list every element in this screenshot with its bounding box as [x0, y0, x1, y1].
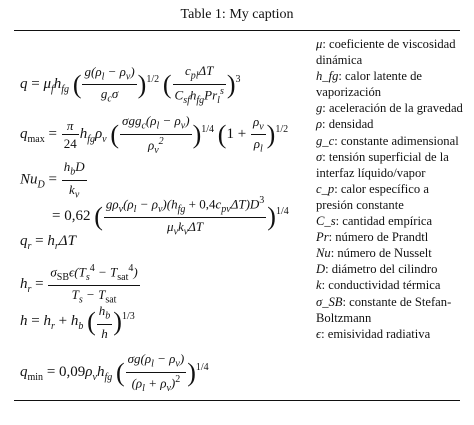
legend-item: ρ: densidad — [316, 117, 374, 132]
symbol-legend — [316, 36, 466, 342]
table-caption: Table 1: My caption — [180, 7, 294, 22]
legend-item: k: conductividad térmica — [316, 278, 441, 293]
legend-item: ϵ: emisividad radiativa — [316, 326, 431, 341]
equation-qmax: $q_{max}$ = $\frac{\pi}{24}$ $h_{fg}\rho_v$ ( $\frac{\sigma gg_c(\rho_l - \rho_v)}{\rho_v^2}$ )$^{1/4}$ (1 + $\frac{\rho_v}{\rho_l}$ )$^{1/2}$ — [20, 113, 289, 156]
equation-q: $q = \mu_fh_{fg}$ ( $\frac{g(\rho_l - \rho_v)}{g_c\sigma}$ )$^{1/2}$ ( $\frac{c_{pl}\Delta T}{C_{sf}h_{fg}Pr_l^s}$ )$^3$ — [20, 63, 241, 106]
equation-nud: $Nu_D$ = $\frac{h_bD}{k_v}$ — [20, 159, 85, 201]
legend-item: Nu: número de Nusselt — [316, 246, 432, 261]
top-rule — [14, 30, 460, 31]
equation-qr: $q_r = h_r\Delta T$ — [20, 233, 76, 252]
legend-item: c_p: calor específico a presión constante — [316, 181, 429, 212]
legend-item: h_fg: calor latente de vaporización — [316, 69, 422, 100]
legend-item: σ: tensión superficial de la interfaz líquido/vapor — [316, 149, 449, 180]
equation-qmin: $q_{min} = 0,09\rho_vh_{fg}$ ( $\frac{\sigma g(\rho_l - \rho_v)}{(\rho_l + \rho_v)^2}$ )$^{1/4}$ — [20, 351, 209, 394]
legend-item: D: diámetro del cilindro — [316, 262, 438, 277]
equation-hr: $h_r$ = $\frac{\sigma_{SB}\epsilon(T_s^4 - T_{sat}^4)}{T_s - T_{sat}}$ — [20, 263, 138, 306]
legend-item: g: aceleración de la gravedad — [316, 101, 463, 116]
legend-item: σ_SB: constante de Stefan-Boltzmann — [316, 294, 452, 325]
legend-item: g_c: constante adimensional — [316, 133, 459, 148]
legend-item: Pr: número de Prandtl — [316, 230, 429, 245]
equation-nud-expanded: = 0,62 ( $\frac{g\rho_v(\rho_l - \rho_v)(h_{fg} + 0,4c_{pv}\Delta T)D^3}{\mu_vk_v\Delta T}$ )$^{1/4}$ — [52, 195, 289, 238]
legend-item: μ: coeficiente de viscosidad dinámica — [316, 37, 456, 68]
bottom-rule — [14, 400, 460, 401]
equation-h: $h = h_r + h_b$ ( $\frac{h_b}{h}$ )$^{1/3}$ — [20, 303, 135, 341]
legend-item: C_s: cantidad empírica — [316, 214, 433, 229]
